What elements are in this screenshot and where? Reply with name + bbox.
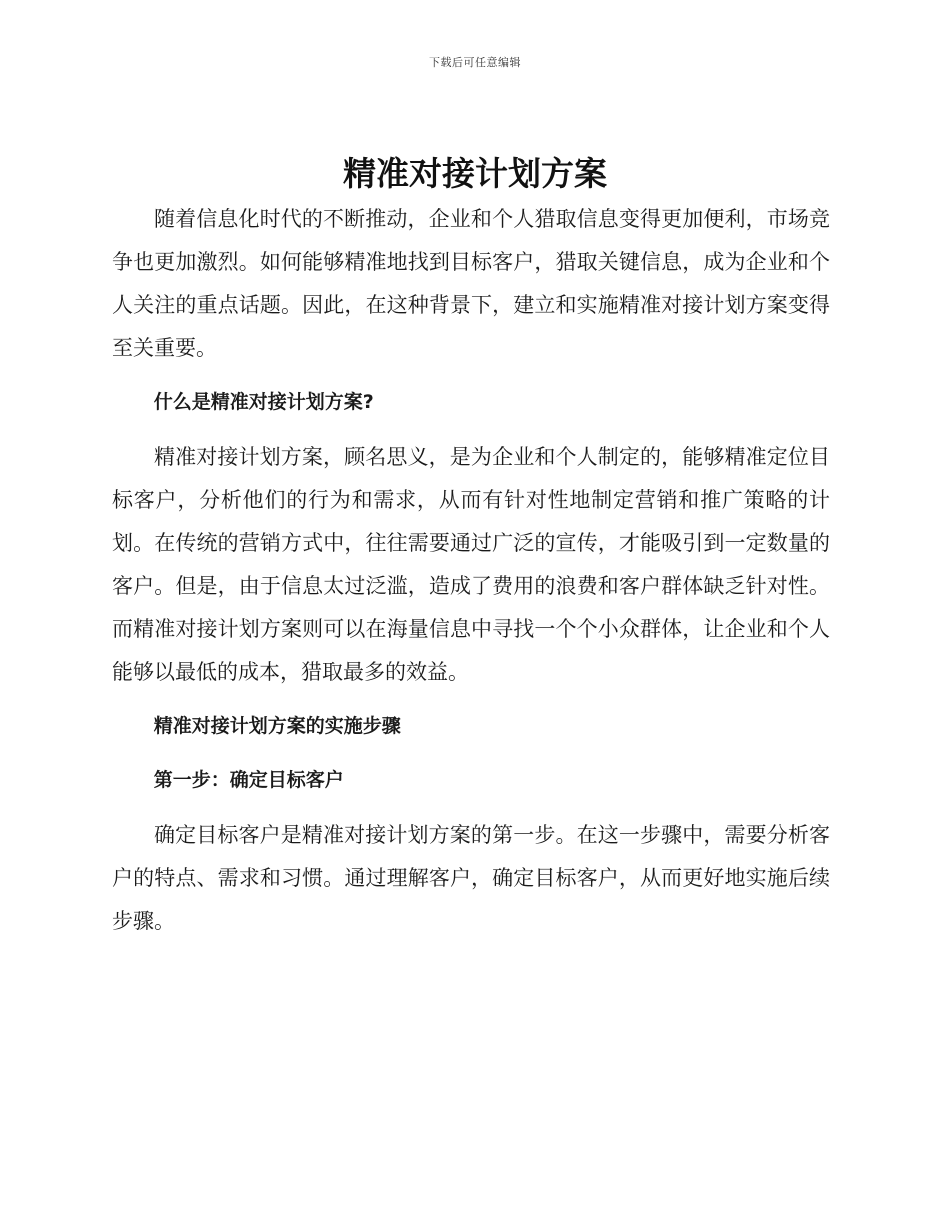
- section-heading-steps: 精准对接计划方案的实施步骤: [153, 715, 401, 737]
- definition-paragraph: 精准对接计划方案，顾名思义，是为企业和个人制定的，能够精准定位目标客户，分析他们的行为和需求，从而有针对性地制定营销和推广策略的计划。在传统的营销方式中，往往需要通过广泛的宣传，才能吸引到一定数量的客户。但是，由于信息太过泛滥，造成了费用的浪费和客户群体缺乏针对性。而精准对接计划方案则可以在海量信息中寻找一个个小众群体，让企业和个人能够以最低的成本，猎取最多的效益。: [112, 445, 830, 684]
- step-one-paragraph: 确定目标客户是精准对接计划方案的第一步。在这一步骤中，需要分析客户的特点、需求和习惯。通过理解客户，确定目标客户，从而更好地实施后续步骤。: [112, 823, 830, 933]
- step-one-heading: 第一步：确定目标客户: [153, 769, 344, 791]
- section-heading-what-is: 什么是精准对接计划方案?: [153, 391, 374, 413]
- intro-paragraph: 随着信息化时代的不断推动，企业和个人猎取信息变得更加便利，市场竞争也更加激烈。如何能够精准地找到目标客户，猎取关键信息，成为企业和个人关注的重点话题。因此，在这种背景下，建立和实施精准对接计划方案变得至关重要。: [112, 207, 830, 360]
- document-body: [112, 198, 830, 943]
- header-note: 下载后可任意编辑: [429, 56, 521, 69]
- page-title: 精准对接计划方案: [343, 154, 607, 193]
